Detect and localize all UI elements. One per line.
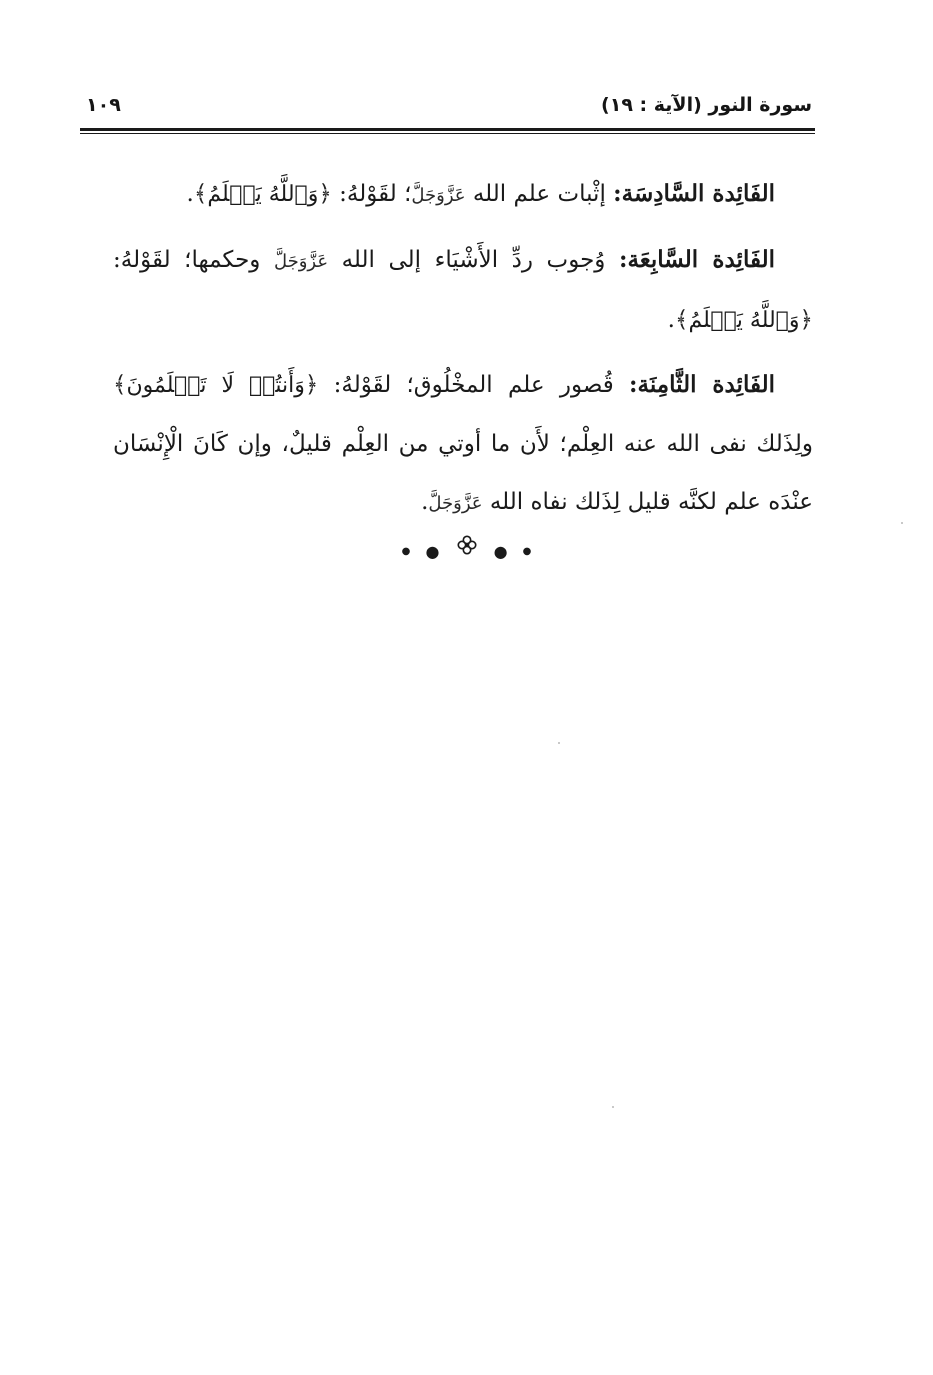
- dot-icon: ●: [401, 546, 411, 557]
- benefit-6-text-a: إثْبات علم الله: [465, 181, 614, 207]
- knot-ornament-icon: [456, 534, 478, 556]
- benefit-6-honorific: عَزَّوَجَلَّ: [411, 185, 466, 206]
- section-separator: [0, 534, 933, 564]
- quran-open-bracket: ﴿: [318, 181, 332, 207]
- benefit-7-text-b: وحكمها؛ لقَوْلهُ:: [113, 247, 274, 273]
- paper-speck: [612, 1106, 614, 1108]
- benefit-8-honorific: عَزَّوَجَلَّ: [428, 493, 483, 514]
- quran-close-bracket: ﴾: [674, 307, 689, 333]
- quran-close-bracket: ﴾: [193, 181, 208, 207]
- paper-speck: [558, 742, 560, 744]
- benefit-8-text-a: قُصور علم المخْلُوق؛ لقَوْلهُ:: [318, 372, 630, 398]
- benefit-6-paragraph: [113, 165, 813, 225]
- benefit-7-quran-quote: وَٱللَّهُ يَعۡلَمُ: [688, 308, 800, 333]
- benefit-8-text-c: .: [421, 489, 429, 515]
- benefit-7-text-a: وُجوب ردِّ الأَشْيَاء إلى الله: [328, 247, 619, 273]
- benefit-8-paragraph: [113, 356, 813, 533]
- benefit-6-text-b: ؛ لقَوْلهُ:: [331, 181, 412, 207]
- dot-icon: ●: [493, 542, 508, 561]
- header-rule-thin: [80, 133, 815, 134]
- benefit-6-heading: الفَائِدة السَّادِسَة:: [613, 180, 775, 207]
- quran-open-bracket: ﴿: [304, 372, 319, 398]
- running-head: [86, 92, 812, 126]
- benefit-8-quran-quote: وَأَنتُمۡ لَا تَعۡلَمُونَ: [126, 373, 305, 398]
- paper-speck: [901, 522, 903, 524]
- surah-title: سورة النور (الآية : ١٩): [601, 94, 812, 116]
- page-number: ١٠٩: [86, 94, 121, 116]
- header-rule-thick: [80, 128, 815, 131]
- benefit-6-quran-quote: وَٱللَّهُ يَعۡلَمُ: [207, 182, 319, 207]
- benefit-7-text-c: .: [667, 307, 675, 333]
- benefit-7-heading: الفَائِدة السَّابِعَة:: [618, 246, 775, 273]
- benefit-6-text-c: .: [186, 181, 194, 207]
- quran-close-bracket: ﴾: [113, 372, 127, 398]
- benefit-8-heading: الفَائِدة الثَّامِنَة:: [629, 371, 775, 398]
- benefit-7-honorific: عَزَّوَجَلَّ: [273, 251, 329, 272]
- dot-icon: ●: [425, 542, 440, 561]
- body-text: [113, 165, 813, 533]
- quran-open-bracket: ﴿: [799, 307, 813, 333]
- benefit-7-paragraph: [113, 231, 813, 350]
- dot-icon: ●: [522, 546, 532, 557]
- benefit-8-text-b: ولِذَلك نفى الله عنه العِلْم؛ لأَن ما أوتي من العِلْم قليلٌ، وإن كَانَ الْإِنْسَان عنْدَه علم لكنَّه قليل لِذَلك نفاه الله: [113, 431, 813, 515]
